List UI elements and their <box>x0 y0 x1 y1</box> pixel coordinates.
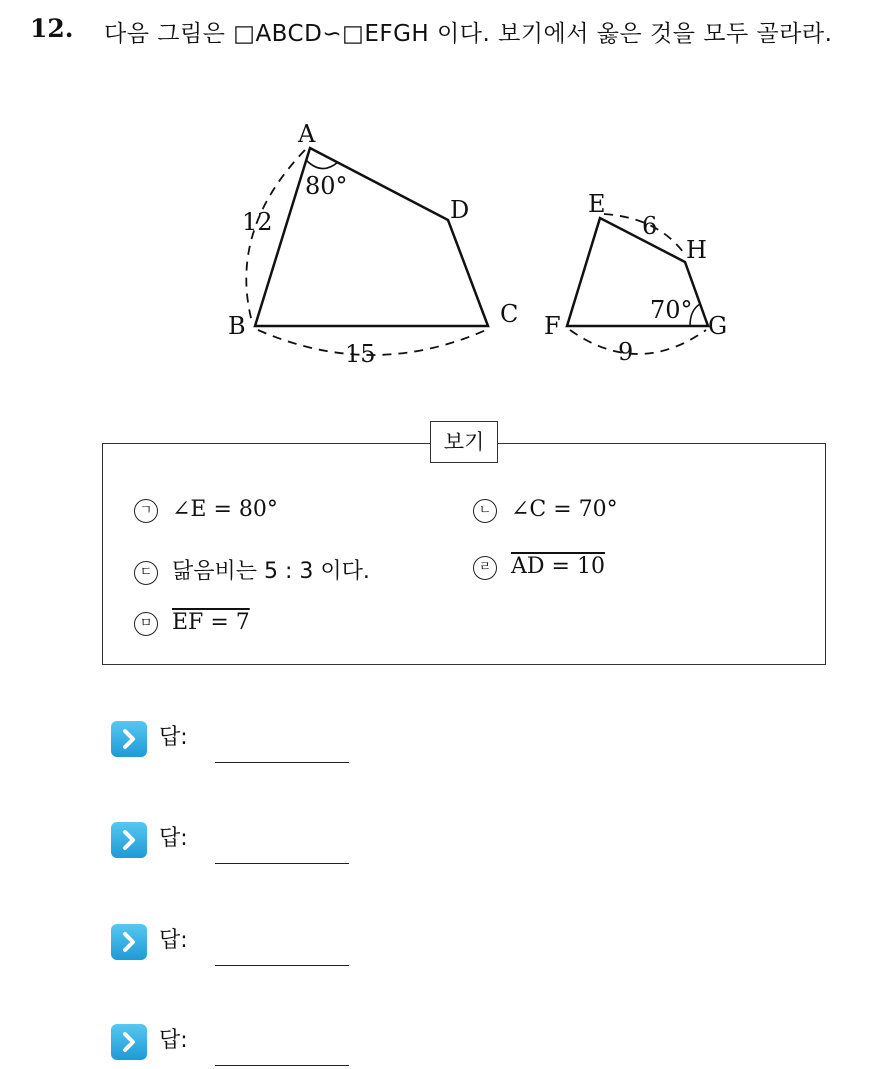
label-f: F <box>544 312 561 340</box>
chevron-right-icon <box>111 1024 147 1060</box>
choice-nieun <box>473 497 618 523</box>
arc-fg <box>570 330 706 354</box>
label-b: B <box>228 312 246 340</box>
chevron-right-icon <box>111 721 147 757</box>
answer-blank[interactable] <box>215 1065 349 1066</box>
answer-blank[interactable] <box>215 965 349 966</box>
answer-label: 답: <box>159 1028 188 1053</box>
choice-mark: ㄹ <box>473 556 497 580</box>
quadrilateral-abcd <box>255 148 488 326</box>
arc-ab <box>246 150 305 322</box>
side-bc-label: 15 <box>345 340 376 368</box>
similar-quadrilaterals-figure <box>0 0 884 400</box>
choice-text: 닮음비는 5 : 3 이다. <box>172 559 370 584</box>
label-d: D <box>450 196 470 224</box>
question-number: 12. <box>30 14 74 43</box>
answer-label: 답: <box>159 826 188 851</box>
angle-a-label: 80° <box>305 172 348 200</box>
side-eh-label: 6 <box>642 212 658 240</box>
choice-mieum <box>134 610 250 636</box>
bogi-title: 보기 <box>430 421 498 463</box>
side-fg-label: 9 <box>618 338 634 366</box>
choice-mark: ㄱ <box>134 499 158 523</box>
label-e: E <box>588 190 606 218</box>
chevron-right-icon <box>111 822 147 858</box>
choice-giyeok <box>134 497 278 523</box>
choice-digeut <box>134 554 370 585</box>
choice-mark: ㄷ <box>134 561 158 585</box>
choice-text: ∠E = 80° <box>172 497 278 522</box>
label-h: H <box>686 236 707 264</box>
choice-mark: ㄴ <box>473 499 497 523</box>
question-text: 다음 그림은 □ABCD∽□EFGH 이다. 보기에서 옳은 것을 모두 골라라. <box>104 21 833 47</box>
answer-blank[interactable] <box>215 762 349 763</box>
label-c: C <box>500 300 519 328</box>
label-g: G <box>708 312 728 340</box>
side-ab-label: 12 <box>242 208 273 236</box>
choice-text: EF = 7 <box>172 610 250 635</box>
label-a: A <box>298 120 316 148</box>
answer-blank[interactable] <box>215 863 349 864</box>
answer-label: 답: <box>159 725 188 750</box>
choice-text: ∠C = 70° <box>511 497 618 522</box>
choice-rieul <box>473 554 605 580</box>
angle-g-label: 70° <box>650 296 693 324</box>
choice-mark: ㅁ <box>134 612 158 636</box>
chevron-right-icon <box>111 924 147 960</box>
choice-text: AD = 10 <box>511 554 605 579</box>
answer-label: 답: <box>159 928 188 953</box>
